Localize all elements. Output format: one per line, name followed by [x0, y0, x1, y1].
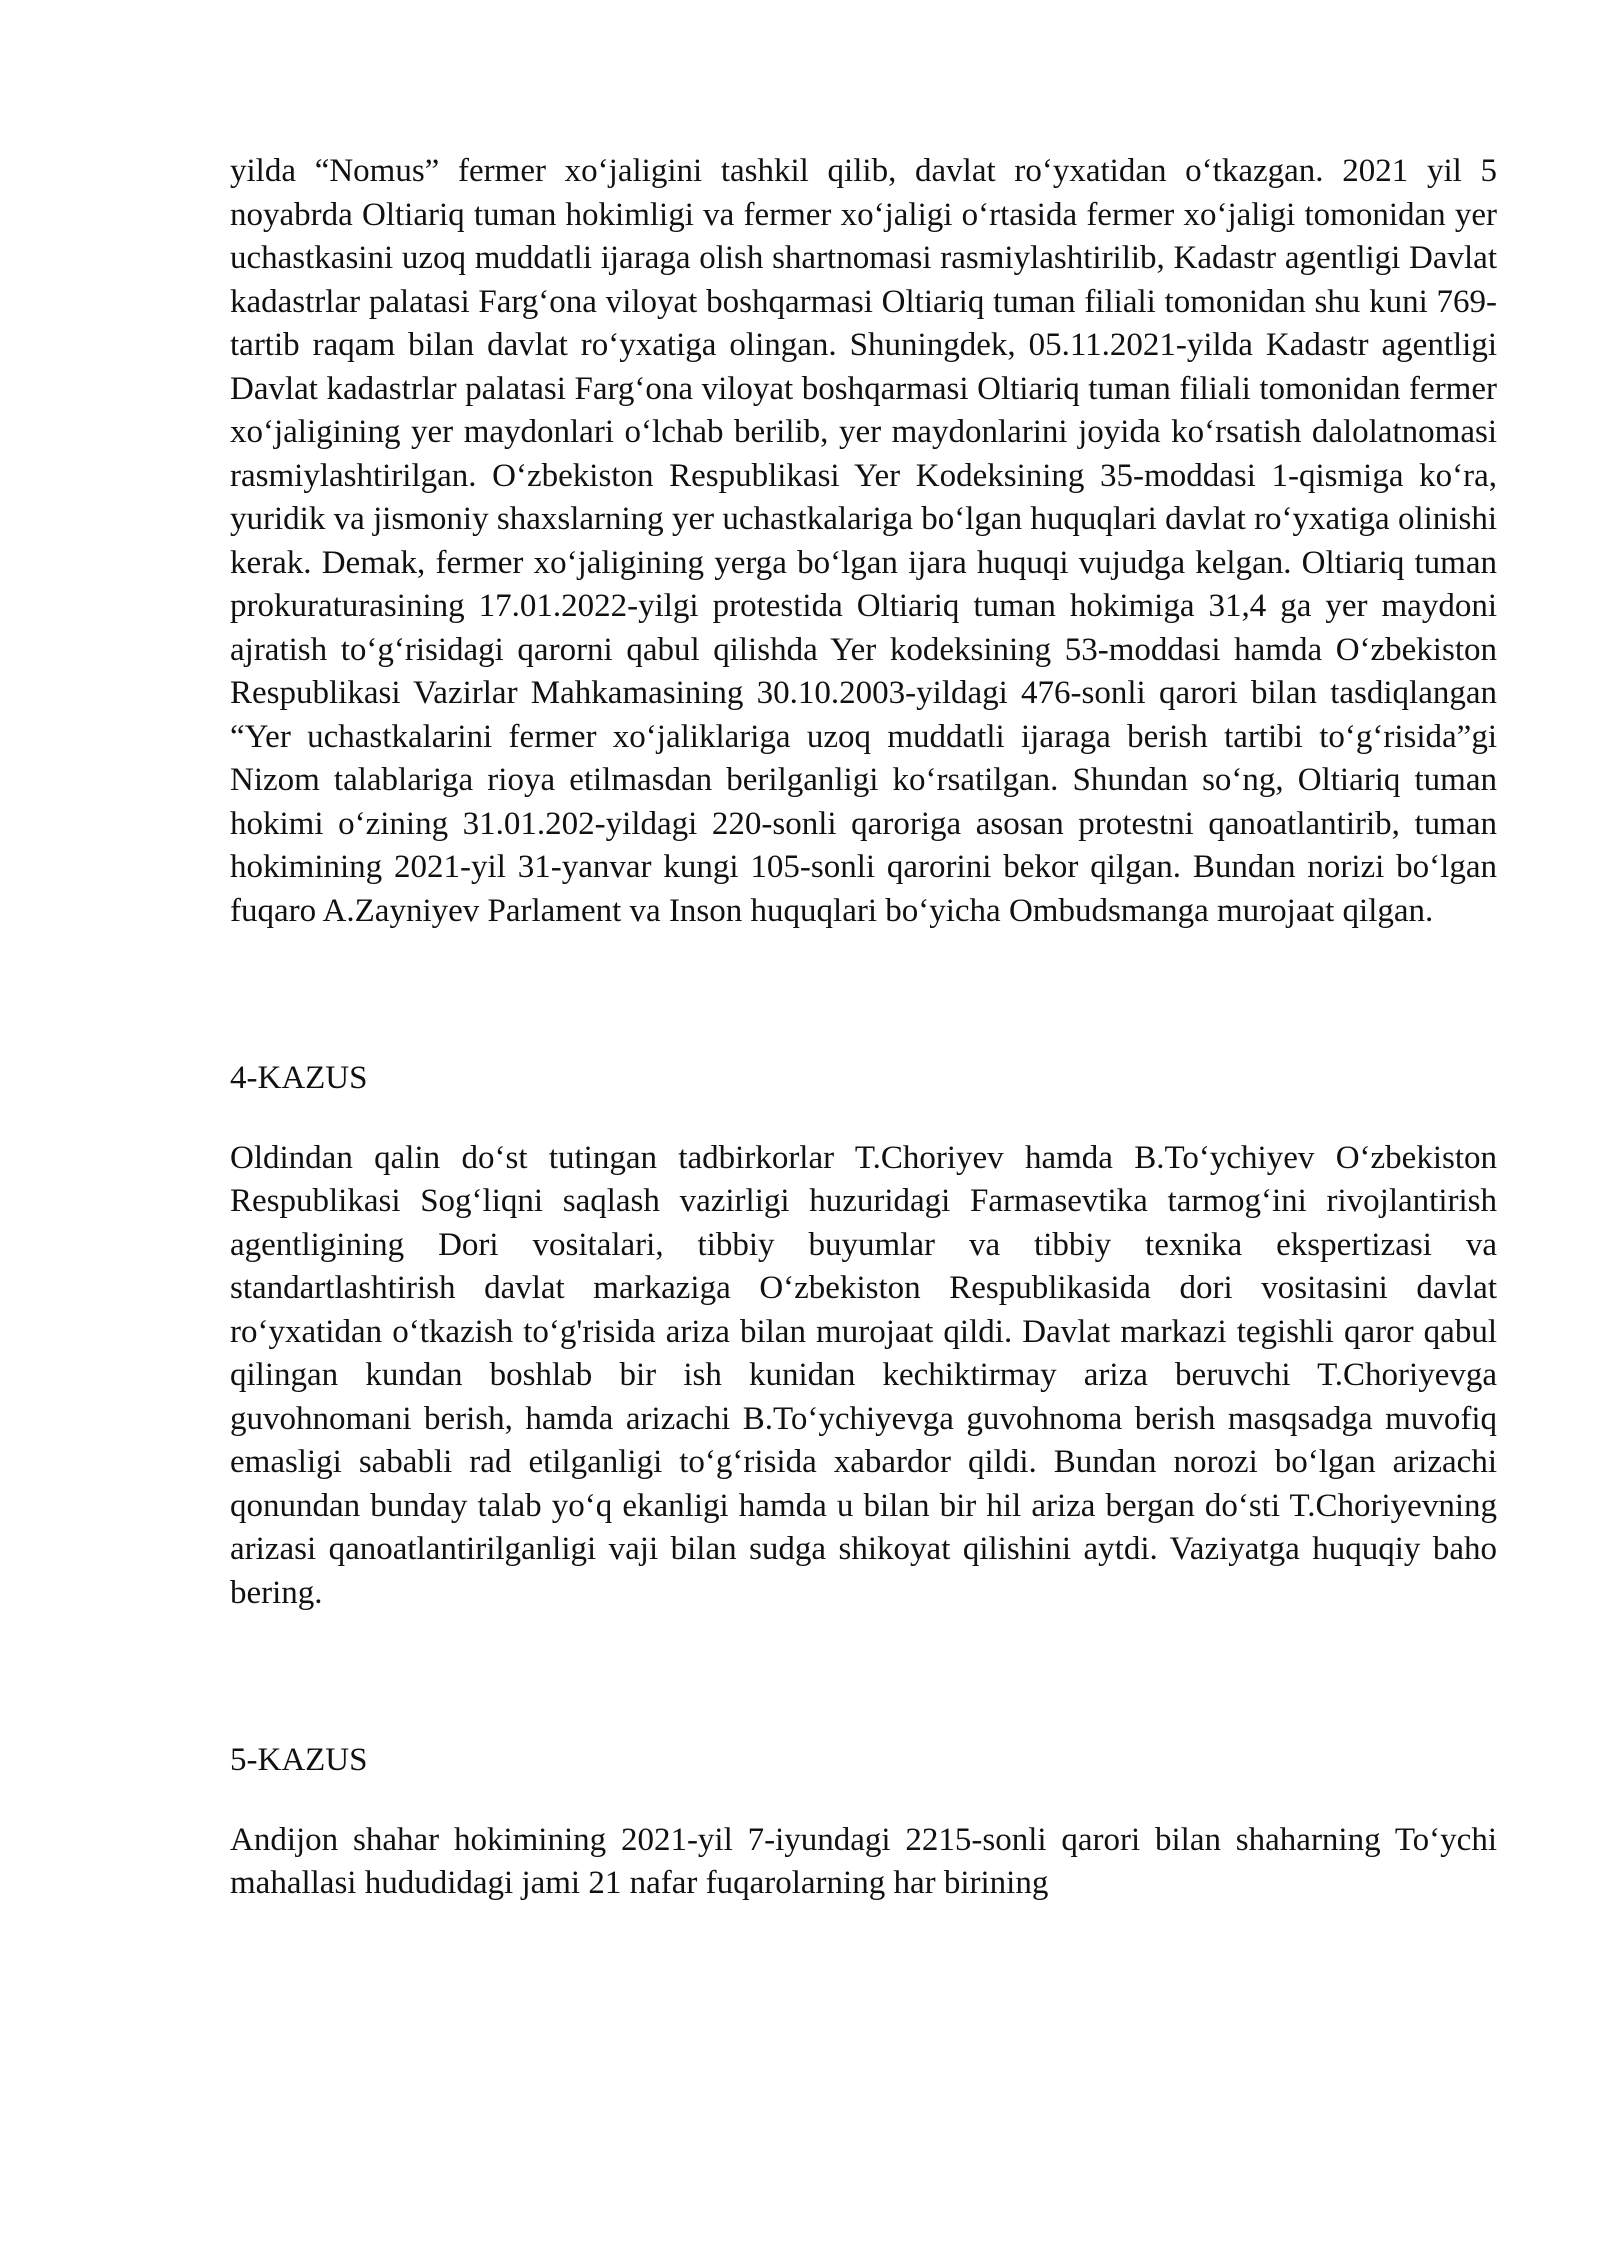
- case-4-body-paragraph: Oldindan qalin do‘st tutingan tadbirkorlar T.Choriyev hamda B.To‘ychiyev O‘zbekiston Respublikasi Sog‘liqni saqlash vazirligi huzuridagi Farmasevtika tarmog‘ini rivojlantirish agentligining Dori vositalari, tibbiy buyumlar va tibbiy texnika ekspertizasi va standartlashtirish davlat markaziga O‘zbekiston Respublikasida dori vositasini davlat ro‘yxatidan o‘tkazish to‘g'risida ariza bilan murojaat qildi. Davlat markazi tegishli qaror qabul qilingan kundan boshlab bir ish kunidan kechiktirmay ariza beruvchi T.Choriyevga guvohnomani berish, hamda arizachi B.To‘ychiyevga guvohnoma berish masqsadga muvofiq emasligi sababli rad etilganligi to‘g‘risida xabardor qildi. Bundan norozi bo‘lgan arizachi qonundan bunday talab yo‘q ekanligi hamda u bilan bir hil ariza bergan do‘sti T.Choriyevning arizasi qanoatlantirilganligi vaji bilan sudga shikoyat qilishini aytdi. Vaziyatga huquqiy baho bering.: [230, 1139, 1497, 1611]
- case-3-body-paragraph: yilda “Nomus” fermer xo‘jaligini tashkil qilib, davlat ro‘yxatidan o‘tkazgan. 2021 yil 5 noyabrda Oltiariq tuman hokimligi va fermer xo‘jaligi o‘rtasida fermer xo‘jaligi tomonidan yer uchastkasini uzoq muddatli ijaraga olish shartnomasi rasmiylashtirilib, Kadastr agentligi Davlat kadastrlar palatasi Farg‘ona viloyat boshqarmasi Oltiariq tuman filiali tomonidan shu kuni 769- tartib raqam bilan davlat ro‘yxatiga olingan. Shuningdek, 05.11.2021-yilda Kadastr agentligi Davlat kadastrlar palatasi Farg‘ona viloyat boshqarmasi Oltiariq tuman filiali tomonidan fermer xo‘jaligining yer maydonlari o‘lchab berilib, yer maydonlarini joyida ko‘rsatish dalolatnomasi rasmiylashtirilgan. O‘zbekiston Respublikasi Yer Kodeksining 35-moddasi 1-qismiga ko‘ra, yuridik va jismoniy shaxslarning yer uchastkalariga bo‘lgan huquqlari davlat ro‘yxatiga olinishi kerak. Demak, fermer xo‘jaligining yerga bo‘lgan ijara huquqi vujudga kelgan. Oltiariq tuman prokuraturasining 17.01.2022-yilgi protestida Oltiariq tuman hokimiga 31,4 ga yer maydoni ajratish to‘g‘risidagi qarorni qabul qilishda Yer kodeksining 53-moddasi hamda O‘zbekiston Respublikasi Vazirlar Mahkamasining 30.10.2003-yildagi 476-sonli qarori bilan tasdiqlangan “Yer uchastkalarini fermer xo‘jaliklariga uzoq muddatli ijaraga berish tartibi to‘g‘risida”gi Nizom talablariga rioya etilmasdan berilganligi ko‘rsatilgan. Shundan so‘ng, Oltiariq tuman hokimi o‘zining 31.01.202-yildagi 220-sonli qaroriga asosan protestni qanoatlantirib, tuman hokimining 2021-yil 31-yanvar kungi 105-sonli qarorini bekor qilgan. Bundan norizi bo‘lgan fuqaro A.Zayniyev Parlament va Inson huquqlari bo‘yicha Ombudsmanga murojaat qilgan.: [230, 153, 1497, 929]
- case-5-heading: 5-KAZUS: [230, 1742, 368, 1778]
- document-page: [230, 150, 1497, 1906]
- case-4-heading: 4-KAZUS: [230, 1060, 368, 1096]
- case-5-body-paragraph: Andijon shahar hokimining 2021-yil 7-iyundagi 2215-sonli qarori bilan shaharning To‘ychi mahallasi hududidagi jami 21 nafar fuqarolarning har birining: [230, 1821, 1497, 1901]
